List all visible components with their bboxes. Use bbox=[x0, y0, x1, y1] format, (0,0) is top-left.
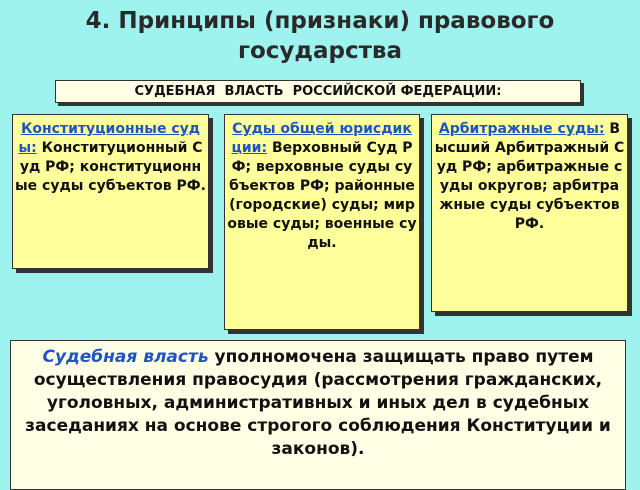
card-title: Суды общей юрисдикции: bbox=[231, 121, 412, 156]
card-general-jurisdiction-courts bbox=[224, 114, 420, 330]
definition-panel bbox=[10, 340, 626, 490]
card-body: Верховный Суд РФ; верховные суды субъектов РФ; районные (городские) суды; мировые суды; военные суды. bbox=[227, 140, 417, 251]
judicial-power-header: СУДЕБНАЯ ВЛАСТЬ РОССИЙСКОЙ ФЕДЕРАЦИИ: bbox=[55, 80, 581, 103]
definition-text: уполномочена защищать право путем осуществления правосудия (рассмотрения гражданских, уголовных, административных и иных дел в судебных заседаниях на основе строгого соблюдения Конституции и законов). bbox=[25, 347, 611, 459]
card-body: Конституционный Суд РФ; конституционные суды субъектов РФ. bbox=[15, 140, 206, 194]
definition-term: Судебная власть bbox=[42, 347, 209, 367]
page-title: 4. Принципы (признаки) правового государства bbox=[85, 8, 555, 64]
card-title: Конституционные суды: bbox=[18, 121, 201, 156]
card-body: Высший Арбитражный Суд РФ; арбитражные суды округов; арбитражные суды субъектов РФ. bbox=[434, 121, 625, 232]
card-constitutional-courts bbox=[12, 114, 209, 269]
card-arbitration-courts bbox=[431, 114, 628, 312]
card-title: Арбитражные суды: bbox=[438, 121, 605, 137]
